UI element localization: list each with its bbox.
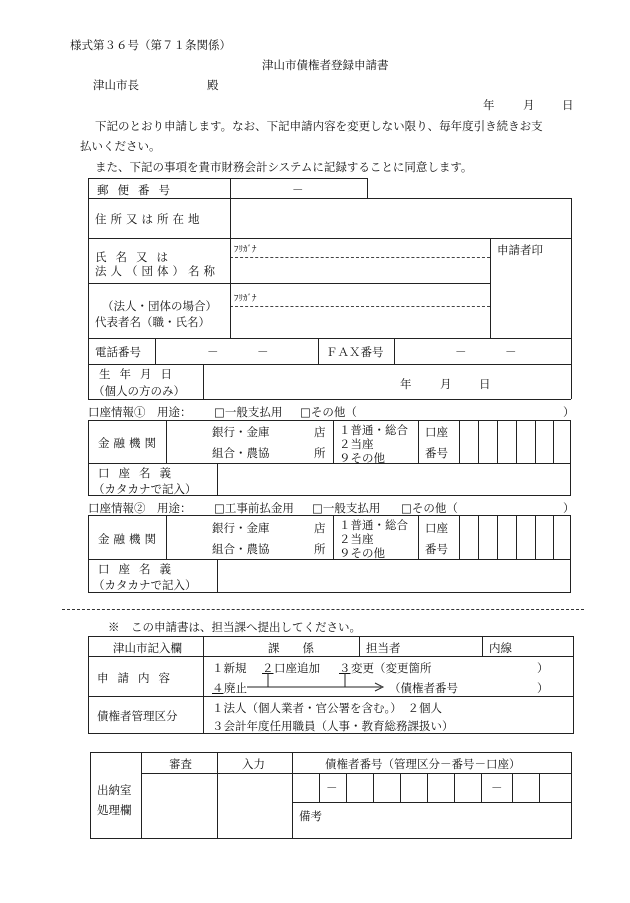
date-month-label: 月 <box>523 98 535 112</box>
account1-number-label-2: 番号 <box>425 446 448 460</box>
account1-branch: 店 <box>314 425 326 439</box>
account2-bank-type: 銀行・金庫 <box>212 521 270 535</box>
treasury-label-line2: 処理欄 <box>97 803 132 817</box>
furigana-label-rep: ﾌﾘｶﾞﾅ <box>234 294 257 304</box>
option-abolish: 廃止 <box>224 681 247 695</box>
account1-kind-other: ９その他 <box>339 451 385 465</box>
account2-holder-note: （カタカナで記入） <box>93 578 197 592</box>
review-column: 審査 <box>169 757 192 771</box>
option-add-number: ２ <box>262 661 274 675</box>
account2-number-label-1: 口座 <box>425 521 448 535</box>
creditor-number-dash-2: － <box>491 781 503 795</box>
flow-arrow-icon <box>247 672 387 692</box>
creditor-class-option-2: ３会計年度任用職員（人事・教育総務課扱い） <box>212 719 454 733</box>
input-column: 入力 <box>242 757 265 771</box>
account2-use-general-checkbox[interactable]: □一般支払用 <box>312 501 381 515</box>
account1-bank-type: 銀行・金庫 <box>212 425 270 439</box>
account1-heading: 口座情報① 用途： <box>88 405 192 419</box>
account1-holder-label: 口座名義 <box>98 466 180 480</box>
creditor-class-label: 債権者管理区分 <box>97 709 178 723</box>
birthdate-note: （個人の方のみ） <box>93 384 185 398</box>
option-change-close: ） <box>537 661 549 675</box>
request-content-label: 申請内容 <box>97 671 179 685</box>
birth-day-label: 日 <box>479 377 491 391</box>
account2-kind-current: ２当座 <box>339 532 374 546</box>
page-title: 津山市債権者登録申請書 <box>262 58 389 72</box>
option-add-account: 口座追加 <box>274 661 320 675</box>
account1-use-general-checkbox[interactable]: □一般支払用 <box>214 405 283 419</box>
postal-code-dash: － <box>292 183 304 197</box>
seal-label: 申請者印 <box>497 243 543 257</box>
remarks-label: 備考 <box>299 809 322 823</box>
staff-column: 担当者 <box>366 641 401 655</box>
account1-office: 所 <box>314 446 326 460</box>
name-label-line2: 法人（団体）名称 <box>95 264 219 278</box>
option-new: １新規 <box>212 661 247 675</box>
furigana-label: ﾌﾘｶﾞﾅ <box>234 245 257 255</box>
submit-notice: ※ この申請書は、担当課へ提出してください。 <box>108 620 361 634</box>
account1-kind-current: ２当座 <box>339 437 374 451</box>
account2-union: 組合・農協 <box>212 542 270 556</box>
representative-label-line1: （法人・団体の場合） <box>102 299 217 313</box>
account2-bank-label: 金融機関 <box>98 532 160 546</box>
account1-bank-label: 金融機関 <box>98 436 160 450</box>
fax-dash-2: － <box>505 345 517 359</box>
account1-close-paren: ） <box>563 405 575 419</box>
account1-use-other-checkbox[interactable]: □その他（ <box>300 405 357 419</box>
treasury-label-line1: 出納室 <box>97 783 132 797</box>
account2-holder-label: 口座名義 <box>98 562 180 576</box>
account2-branch: 店 <box>314 521 326 535</box>
phone-dash-1: － <box>207 345 219 359</box>
birth-month-label: 月 <box>440 377 452 391</box>
postal-code-label: 郵便番号 <box>97 183 179 197</box>
account2-kind-ordinary: １普通・総合 <box>339 518 408 532</box>
fax-label: ＦＡＸ番号 <box>326 345 384 359</box>
birthdate-label: 生年月日 <box>99 367 181 381</box>
intro-line-1: 下記のとおり申請します。なお、下記申請内容を変更しない限り、毎年度引き続きお支 <box>95 119 543 133</box>
intro-line-3: また、下記の事項を貴市財務会計システムに記録することに同意します。 <box>95 160 473 174</box>
extension-column: 内線 <box>489 641 512 655</box>
cut-line <box>62 609 584 610</box>
phone-dash-2: － <box>257 345 269 359</box>
account2-use-advance-checkbox[interactable]: □工事前払金用 <box>214 501 294 515</box>
form-number: 様式第３６号（第７１条関係） <box>70 38 231 52</box>
account1-union: 組合・農協 <box>212 446 270 460</box>
honorific: 殿 <box>207 78 219 92</box>
fax-dash-1: － <box>455 345 467 359</box>
account2-office: 所 <box>314 542 326 556</box>
intro-line-2: 払いください。 <box>80 139 161 153</box>
account2-number-label-2: 番号 <box>425 542 448 556</box>
name-label-line1: 氏名又は <box>95 250 177 264</box>
city-entry-column: 津山市記入欄 <box>113 641 182 655</box>
date-day-label: 日 <box>562 98 574 112</box>
creditor-number-dash-1: － <box>326 781 338 795</box>
creditor-number-label: （債権者番号 <box>389 681 458 695</box>
option-change: 変更（変更箇所 <box>351 661 432 675</box>
account2-close-paren: ） <box>563 501 575 515</box>
creditor-number-header: 債権者番号（管理区分－番号－口座） <box>325 757 521 771</box>
section-column: 課 係 <box>268 641 314 655</box>
address-label: 住所又は所在地 <box>95 212 204 226</box>
account2-heading: 口座情報② 用途： <box>88 501 192 515</box>
birth-year-label: 年 <box>400 377 412 391</box>
creditor-class-option-1: １法人（個人業者・官公署を含む。） ２個人 <box>212 701 442 715</box>
account1-holder-note: （カタカナで記入） <box>93 482 197 496</box>
addressee: 津山市長 <box>93 78 139 92</box>
account2-use-other-checkbox[interactable]: □その他（ <box>401 501 458 515</box>
option-change-number: ３ <box>339 661 351 675</box>
phone-label: 電話番号 <box>95 345 141 359</box>
account1-number-label-1: 口座 <box>425 425 448 439</box>
creditor-number-close: ） <box>537 681 549 695</box>
account2-kind-other: ９その他 <box>339 546 385 560</box>
option-abolish-number: ４ <box>212 681 224 695</box>
date-year-label: 年 <box>483 98 495 112</box>
account1-kind-ordinary: １普通・総合 <box>339 423 408 437</box>
representative-label-line2: 代表者名（職・氏名） <box>95 315 210 329</box>
